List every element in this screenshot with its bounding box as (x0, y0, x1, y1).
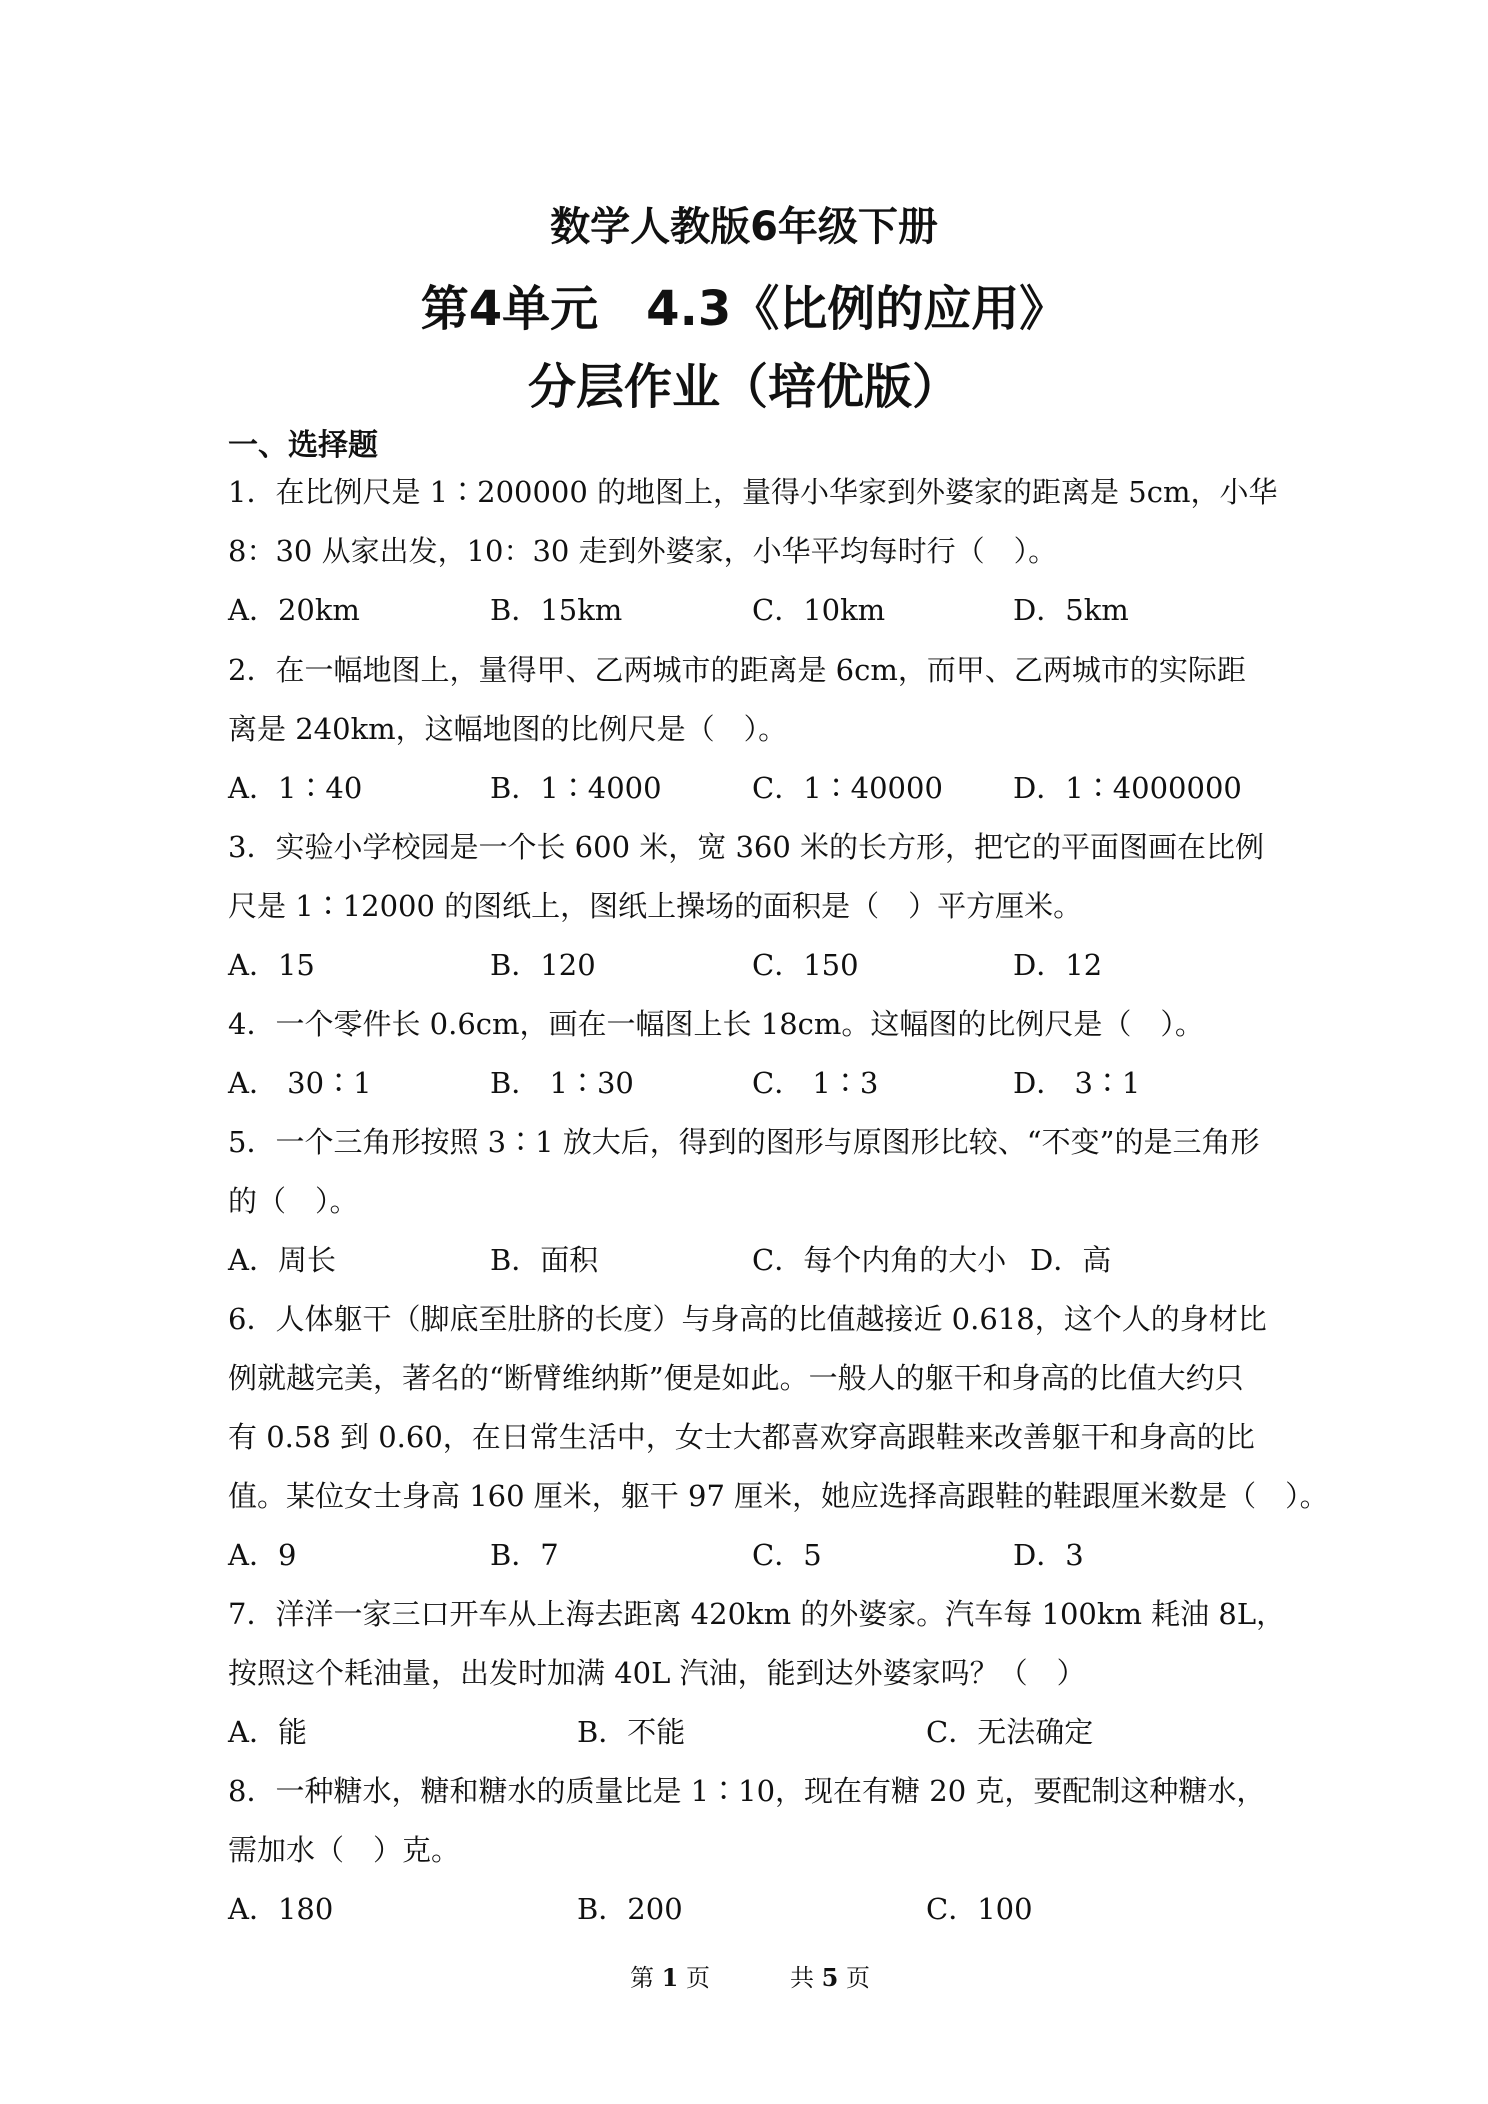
question-2-option-b: B．1∶4000 (490, 771, 662, 805)
total-prefix: 共 (790, 1964, 814, 1992)
question-4-option-c: C． 1∶3 (752, 1066, 879, 1100)
question-6-line-2: 例就越完美，著名的“断臂维纳斯”便是如此。一般人的躯干和身高的比值大约只 (228, 1361, 1244, 1395)
question-2-option-d: D．1∶4000000 (1013, 771, 1242, 805)
question-5-option-c: C．每个内角的大小 (752, 1243, 1007, 1277)
question-8-option-a: A．180 (228, 1892, 334, 1926)
current-page: 1 (661, 1963, 679, 1992)
title-line-1: 数学人教版6年级下册 (550, 204, 938, 250)
question-4-option-b: B． 1∶30 (490, 1066, 634, 1100)
title-line-3: 分层作业（培优版） (527, 359, 960, 415)
question-1-option-c: C．10km (752, 593, 886, 627)
question-3-option-d: D．12 (1013, 948, 1103, 982)
total-suffix: 页 (845, 1964, 870, 1992)
question-1-line-2: 8：30 从家出发，10：30 走到外婆家，小华平均每时行（ ）。 (228, 534, 1058, 568)
question-1-option-a: A．20km (228, 593, 360, 627)
question-8-option-b: B．200 (577, 1892, 683, 1926)
total-pages (790, 1958, 870, 1993)
question-2-line-1: 2．在一幅地图上，量得甲、乙两城市的距离是 6cm，而甲、乙两城市的实际距 (228, 653, 1246, 687)
question-2-option-c: C．1∶40000 (752, 771, 943, 805)
question-1-option-d: D．5km (1013, 593, 1129, 627)
page-number (630, 1958, 710, 1993)
question-8-line-1: 8．一种糖水，糖和糖水的质量比是 1∶10，现在有糖 20 克，要配制这种糖水， (228, 1774, 1266, 1808)
total-count: 5 (821, 1963, 839, 1992)
question-1-line-1: 1．在比例尺是 1∶200000 的地图上，量得小华家到外婆家的距离是 5cm，小华 (228, 475, 1278, 509)
question-7-line-1: 7．洋洋一家三口开车从上海去距离 420km 的外婆家。汽车每 100km 耗油 8L， (228, 1597, 1286, 1631)
question-3-line-1: 3．实验小学校园是一个长 600 米，宽 360 米的长方形，把它的平面图画在比例 (228, 830, 1265, 864)
question-4-line-1: 4．一个零件长 0.6cm，画在一幅图上长 18cm。这幅图的比例尺是（ ）。 (228, 1007, 1204, 1041)
question-8-line-2: 需加水（ ）克。 (228, 1833, 461, 1867)
question-4-option-a: A． 30∶1 (228, 1066, 372, 1100)
question-7-line-2: 按照这个耗油量，出发时加满 40L 汽油，能到达外婆家吗？（ ） (228, 1656, 1086, 1690)
section-title: 一、选择题 (228, 428, 378, 463)
question-3-option-c: C．150 (752, 948, 859, 982)
question-6-option-d: D．3 (1013, 1538, 1084, 1572)
question-6-option-b: B．7 (490, 1538, 559, 1572)
question-6-option-a: A．9 (228, 1538, 297, 1572)
question-4-option-d: D． 3∶1 (1013, 1066, 1141, 1100)
question-5-line-1: 5．一个三角形按照 3∶1 放大后，得到的图形与原图形比较、“不变”的是三角形 (228, 1125, 1260, 1159)
question-6-option-c: C．5 (752, 1538, 822, 1572)
question-6-line-3: 有 0.58 到 0.60，在日常生活中，女士大都喜欢穿高跟鞋来改善躯干和身高的比 (228, 1420, 1255, 1454)
question-5-option-d: D．高 (1030, 1243, 1112, 1277)
question-2-option-a: A．1∶40 (228, 771, 363, 805)
question-3-option-a: A．15 (228, 948, 315, 982)
question-1-option-b: B．15km (490, 593, 623, 627)
page-suffix: 页 (685, 1964, 710, 1992)
question-5-option-a: A．周长 (228, 1243, 336, 1277)
question-2-line-2: 离是 240km，这幅地图的比例尺是（ ）。 (228, 712, 788, 746)
title-line-2: 第4单元 4.3《比例的应用》 (420, 281, 1068, 337)
question-3-line-2: 尺是 1∶12000 的图纸上，图纸上操场的面积是（ ）平方厘米。 (228, 889, 1083, 923)
page-prefix: 第 (630, 1964, 654, 1992)
question-8-option-c: C．100 (926, 1892, 1033, 1926)
question-7-option-b: B．不能 (577, 1715, 686, 1749)
question-6-line-4: 值。某位女士身高 160 厘米，躯干 97 厘米，她应选择高跟鞋的鞋跟厘米数是（ ）。 (228, 1479, 1329, 1513)
question-7-option-c: C．无法确定 (926, 1715, 1094, 1749)
question-5-line-2: 的（ ）。 (228, 1184, 359, 1218)
question-3-option-b: B．120 (490, 948, 596, 982)
question-6-line-1: 6．人体躯干（脚底至肚脐的长度）与身高的比值越接近 0.618，这个人的身材比 (228, 1302, 1267, 1336)
question-7-option-a: A．能 (228, 1715, 307, 1749)
question-5-option-b: B．面积 (490, 1243, 599, 1277)
